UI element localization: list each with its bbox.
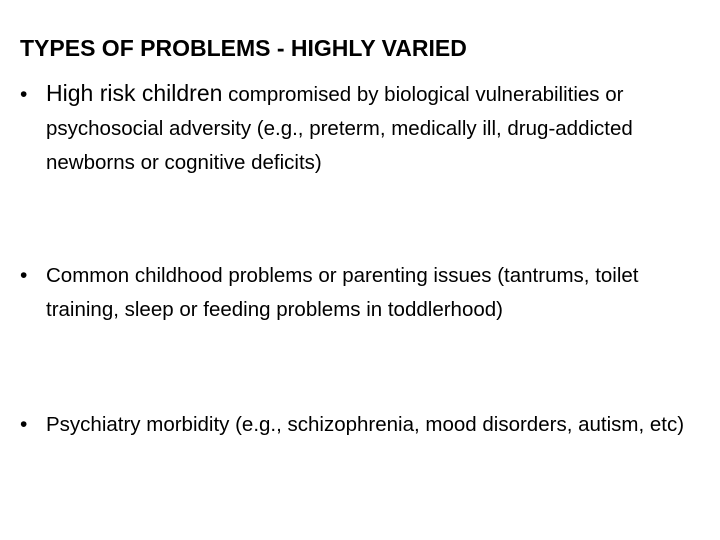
bullet-dot-icon: • — [20, 413, 28, 436]
bullet-lead-text: High risk children — [46, 80, 223, 106]
bullet-item-psychiatry-morbidity — [20, 408, 700, 442]
bullet-dot-icon: • — [20, 264, 28, 287]
slide-title: TYPES OF PROBLEMS - HIGHLY VARIED — [20, 35, 467, 61]
bullet-body-text: compromised by biological vulnerabilities or psychosocial adversity (e.g., preterm, medically ill, drug-addicted newborns or cognitive deficits) — [46, 83, 633, 174]
bullet-item-high-risk-children — [20, 76, 700, 180]
bullet-text: Psychiatry morbidity (e.g., schizophrenia, mood disorders, autism, etc) — [46, 413, 685, 436]
bullet-item-common-childhood-problems — [20, 259, 700, 327]
bullet-dot-icon: • — [20, 83, 28, 106]
bullet-text — [46, 76, 700, 180]
bullet-text: Common childhood problems or parenting issues (tantrums, toilet training, sleep or feeding problems in toddlerhood) — [46, 264, 639, 321]
